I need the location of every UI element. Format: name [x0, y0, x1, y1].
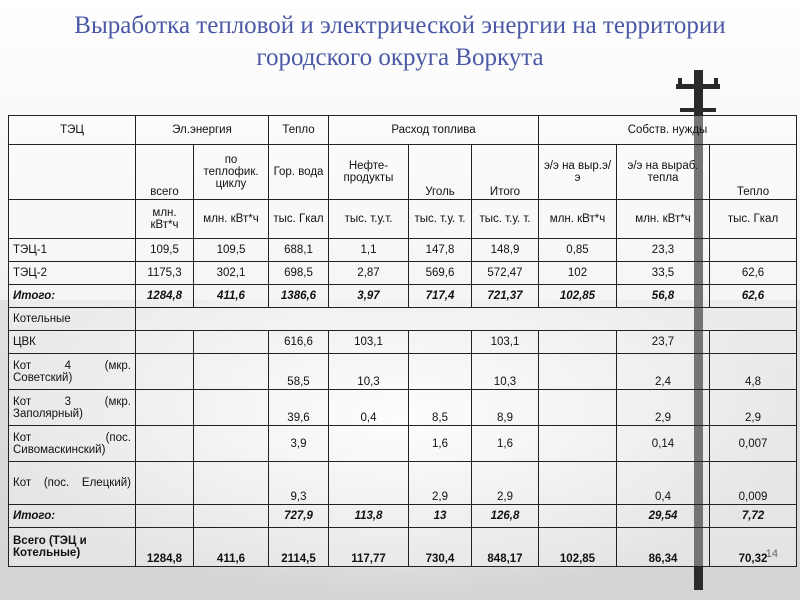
table-cell: 2,9	[617, 390, 710, 426]
unit-cell: млн. кВт*ч	[539, 200, 617, 239]
table-cell: 29,54	[617, 505, 710, 528]
table-row-tec2	[9, 262, 797, 285]
table-cell	[329, 462, 409, 505]
table-cell: 569,6	[409, 262, 472, 285]
table-row-boiler	[9, 462, 797, 505]
table-cell	[329, 426, 409, 462]
table-cell: 39,6	[269, 390, 329, 426]
table-cell: 62,6	[710, 285, 797, 308]
section-label: Котельные	[9, 308, 136, 331]
units-blank	[9, 200, 136, 239]
table-cell: 0,007	[710, 426, 797, 462]
row-label: Итого:	[9, 505, 136, 528]
table-cell	[136, 505, 194, 528]
table-cell: 1284,8	[136, 528, 194, 567]
row-label: Итого:	[9, 285, 136, 308]
title-line-1: Выработка тепловой и электрической энергии на территории	[74, 12, 726, 39]
table-cell	[539, 462, 617, 505]
table-cell: 23,7	[617, 331, 710, 354]
table-cell	[539, 390, 617, 426]
table-cell: 102,85	[539, 285, 617, 308]
header-fuel-total: Итого	[472, 145, 539, 200]
table-cell: 1175,3	[136, 262, 194, 285]
header-fuel: Расход топлива	[329, 116, 539, 145]
table-cell: 688,1	[269, 239, 329, 262]
table-cell	[136, 426, 194, 462]
table-cell: 727,9	[269, 505, 329, 528]
table-cell: 102	[539, 262, 617, 285]
header-heat: Тепло	[269, 116, 329, 145]
table-cell: 7,72	[710, 505, 797, 528]
table-cell: 717,4	[409, 285, 472, 308]
table-cell	[194, 426, 269, 462]
table-cell	[710, 331, 797, 354]
table-cell: 1284,8	[136, 285, 194, 308]
table-cell: 113,8	[329, 505, 409, 528]
table-cell: 572,47	[472, 262, 539, 285]
header-hot-water: Гор. вода	[269, 145, 329, 200]
table-cell: 58,5	[269, 354, 329, 390]
table-cell	[710, 239, 797, 262]
row-label: Кот 4 (мкр. Советский)	[9, 354, 136, 390]
energy-table	[8, 115, 797, 567]
header-heatcycle: по теплофик. циклу	[194, 145, 269, 200]
table-cell: 13	[409, 505, 472, 528]
table-cell: 33,5	[617, 262, 710, 285]
unit-cell: тыс. т.у.т.	[329, 200, 409, 239]
table-cell: 103,1	[329, 331, 409, 354]
header-total: всего	[136, 145, 194, 200]
table-cell: 103,1	[472, 331, 539, 354]
table-cell: 616,6	[269, 331, 329, 354]
header-ee-for-heat: э/э на выраб. тепла	[617, 145, 710, 200]
table-cell: 2114,5	[269, 528, 329, 567]
table-cell: 698,5	[269, 262, 329, 285]
table-cell: 848,17	[472, 528, 539, 567]
row-label: ТЭЦ-1	[9, 239, 136, 262]
table-cell: 1,6	[409, 426, 472, 462]
table-cell: 0,14	[617, 426, 710, 462]
table-cell	[194, 505, 269, 528]
table-row-tec1	[9, 239, 797, 262]
table-cell: 721,37	[472, 285, 539, 308]
header-tec: ТЭЦ	[9, 116, 136, 145]
unit-cell: млн. кВт*ч	[617, 200, 710, 239]
row-label: ТЭЦ-2	[9, 262, 136, 285]
table-cell: 2,87	[329, 262, 409, 285]
title-line-2: городского округа Воркута	[256, 44, 544, 71]
table-cell: 2,4	[617, 354, 710, 390]
row-label: ЦВК	[9, 331, 136, 354]
table-cell: 109,5	[136, 239, 194, 262]
table-cell: 3,97	[329, 285, 409, 308]
table-row-grand-total	[9, 528, 797, 567]
header-oil: Нефте-продукты	[329, 145, 409, 200]
table-cell: 730,4	[409, 528, 472, 567]
unit-cell: тыс. Гкал	[710, 200, 797, 239]
table-cell: 117,77	[329, 528, 409, 567]
unit-cell: тыс. т.у. т.	[409, 200, 472, 239]
table-cell: 126,8	[472, 505, 539, 528]
table-cell: 2,9	[409, 462, 472, 505]
table-row-tec-subtotal	[9, 285, 797, 308]
header-own-needs: Собств. нужды	[539, 116, 797, 145]
header-own-heat: Тепло	[710, 145, 797, 200]
header-ee-for-ee: э/э на выр.э/э	[539, 145, 617, 200]
table-cell: 0,009	[710, 462, 797, 505]
table-cell: 102,85	[539, 528, 617, 567]
table-row-boiler	[9, 426, 797, 462]
table-row-boiler	[9, 354, 797, 390]
table-cell: 411,6	[194, 285, 269, 308]
row-label: Кот 3 (мкр. Заполярный)	[9, 390, 136, 426]
table-row-boiler	[9, 390, 797, 426]
row-label: Кот (пос. Елецкий)	[9, 462, 136, 505]
table-cell	[136, 462, 194, 505]
header-row-2	[9, 145, 797, 200]
table-cell	[539, 331, 617, 354]
table-cell: 1,6	[472, 426, 539, 462]
table-cell: 8,9	[472, 390, 539, 426]
table-cell	[194, 390, 269, 426]
table-cell: 109,5	[194, 239, 269, 262]
table-cell: 2,9	[472, 462, 539, 505]
table-cell: 4,8	[710, 354, 797, 390]
header-el-energy: Эл.энергия	[136, 116, 269, 145]
unit-cell: млн. кВт*ч	[136, 200, 194, 239]
table-cell: 23,3	[617, 239, 710, 262]
table-cell	[194, 331, 269, 354]
table-cell: 56,8	[617, 285, 710, 308]
table-cell: 1386,6	[269, 285, 329, 308]
table-cell	[539, 505, 617, 528]
header-row-1	[9, 116, 797, 145]
header-blank	[9, 145, 136, 200]
row-label: Кот (пос. Сивомаскинский)	[9, 426, 136, 462]
table-cell: 0,4	[329, 390, 409, 426]
table-cell: 411,6	[194, 528, 269, 567]
table-cell: 0,4	[617, 462, 710, 505]
table-cell	[409, 354, 472, 390]
table-cell: 10,3	[329, 354, 409, 390]
table-cell: 147,8	[409, 239, 472, 262]
unit-cell: млн. кВт*ч	[194, 200, 269, 239]
table-cell	[136, 354, 194, 390]
table-cell	[194, 354, 269, 390]
table-cell: 2,9	[710, 390, 797, 426]
unit-cell: тыс. Гкал	[269, 200, 329, 239]
table-cell	[136, 390, 194, 426]
table-cell: 148,9	[472, 239, 539, 262]
table-cell: 1,1	[329, 239, 409, 262]
table-row-boilers-label	[9, 308, 797, 331]
units-row	[9, 200, 797, 239]
table-cell: 70,32	[710, 528, 797, 567]
page-number: 14	[765, 548, 778, 560]
section-spacer	[136, 308, 797, 331]
table-cell	[539, 426, 617, 462]
table-cell: 10,3	[472, 354, 539, 390]
table-row-boiler	[9, 331, 797, 354]
table-cell: 0,85	[539, 239, 617, 262]
table-cell: 86,34	[617, 528, 710, 567]
page-title	[0, 10, 800, 74]
table-cell: 62,6	[710, 262, 797, 285]
table-cell	[539, 354, 617, 390]
table-cell	[194, 462, 269, 505]
table-cell: 3,9	[269, 426, 329, 462]
table-cell	[136, 331, 194, 354]
table-cell	[409, 331, 472, 354]
header-coal: Уголь	[409, 145, 472, 200]
table-cell: 8,5	[409, 390, 472, 426]
row-label: Всего (ТЭЦ и Котельные)	[9, 528, 136, 567]
table-row-boiler-subtotal	[9, 505, 797, 528]
table-cell: 302,1	[194, 262, 269, 285]
unit-cell: тыс. т.у. т.	[472, 200, 539, 239]
table-cell: 9,3	[269, 462, 329, 505]
